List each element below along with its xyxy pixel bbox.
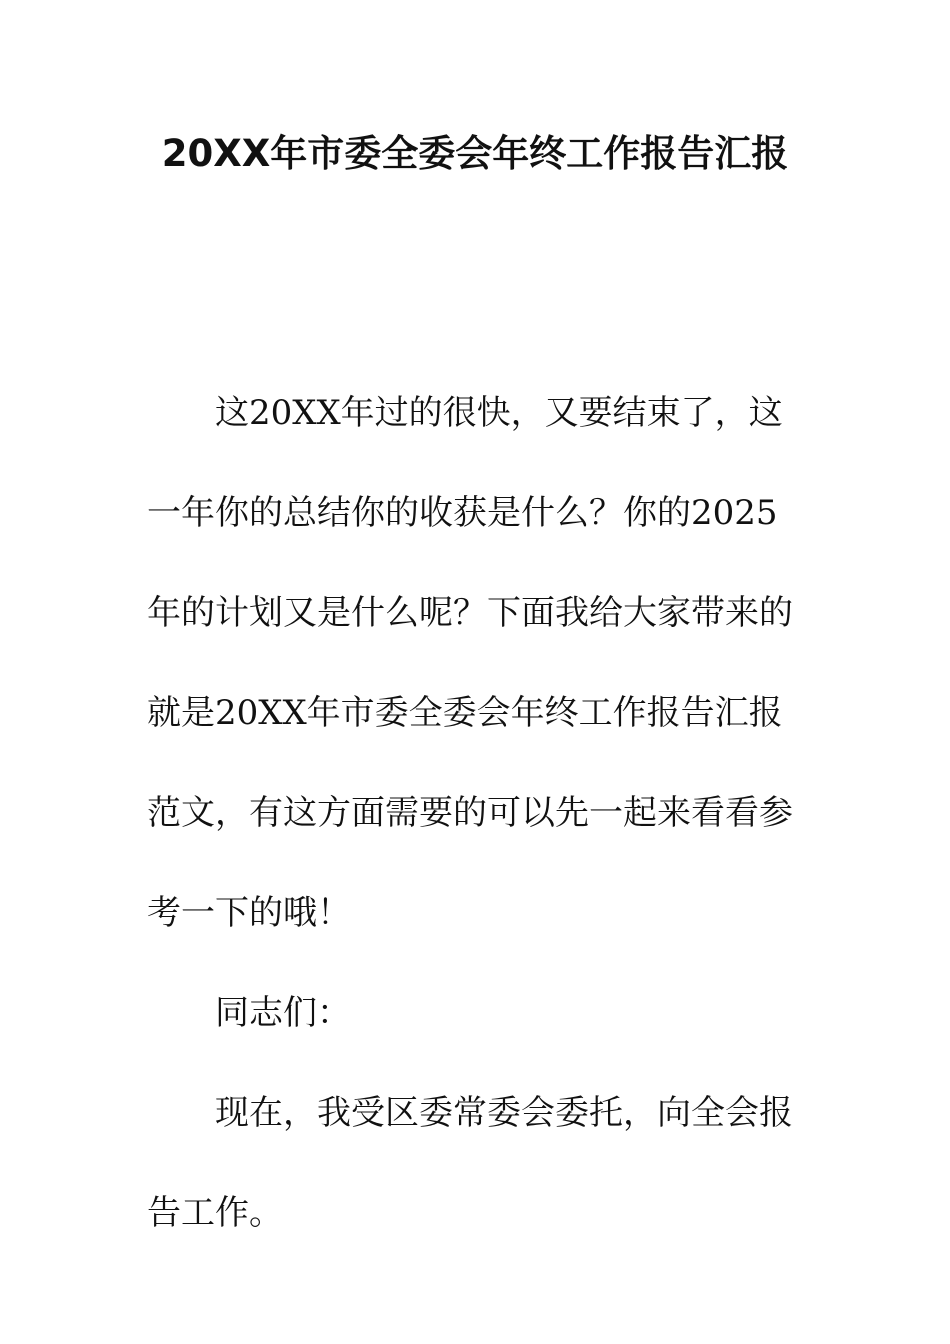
intro-paragraph: 这20XX年过的很快，又要结束了，这一年你的总结你的收获是什么？你的2025年的计划又是什么呢？下面我给大家带来的就是20XX年市委全委会年终工作报告汇报范文，有这方面需要的可以先一起来看看参考一下的哦！ <box>147 393 793 933</box>
report-paragraph: 现在，我受区委常委会委托，向全会报告工作。 <box>147 1093 793 1233</box>
document-title: 20XX年市委全委会年终工作报告汇报 <box>161 132 789 175</box>
document-body <box>147 363 797 1263</box>
salutation-paragraph: 同志们： <box>215 993 351 1033</box>
